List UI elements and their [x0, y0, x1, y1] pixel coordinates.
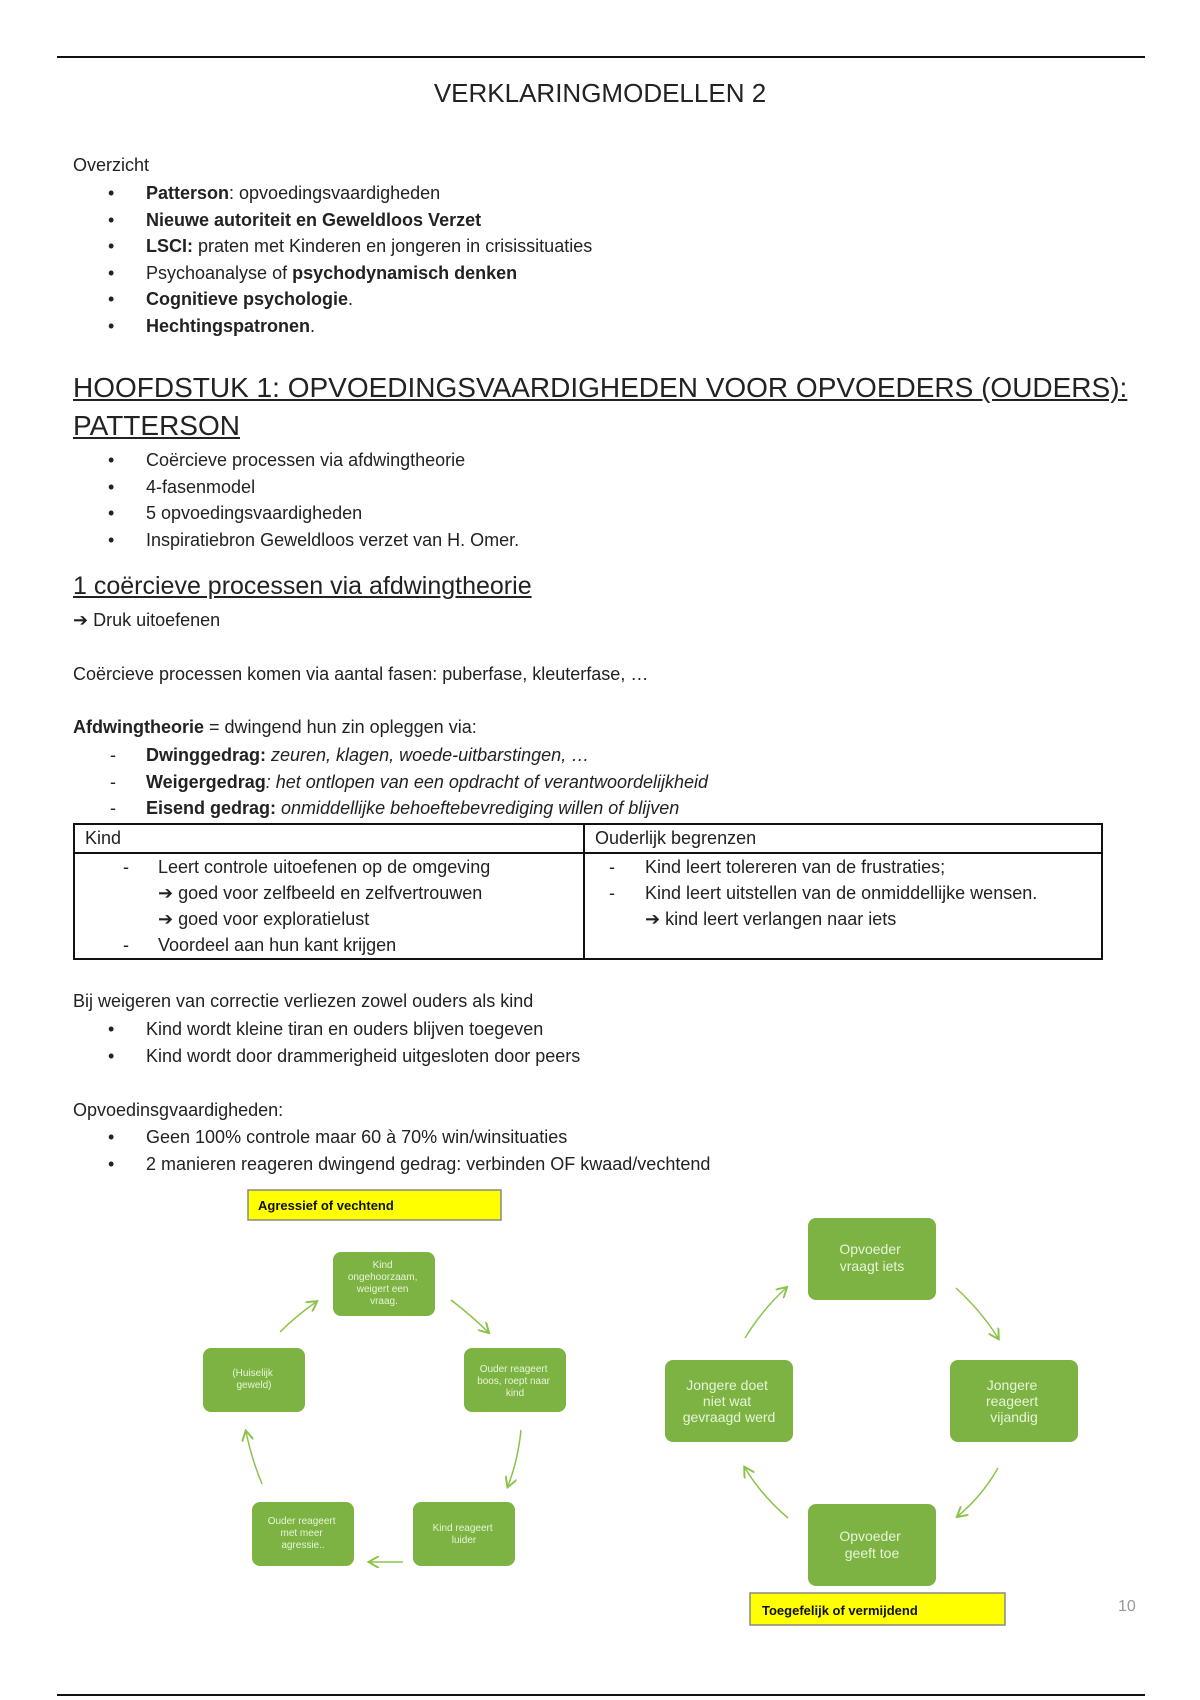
node-left-4	[252, 1502, 354, 1566]
node-right-1	[808, 1218, 936, 1300]
page-number: 10	[1118, 1598, 1136, 1615]
cell-line: ➔ goed voor exploratielust	[158, 909, 370, 929]
svg-text:(Huiselijk geweld): (Huiselijk geweld)	[232, 1368, 273, 1391]
list-item: • Cognitieve psychologie.	[73, 286, 1073, 313]
node-right-4	[665, 1360, 793, 1442]
list-item: • Coërcieve processen via afdwingtheorie	[73, 447, 1073, 474]
skills-label: Opvoedinsgvaardigheden:	[73, 1100, 284, 1120]
afdwing-text: Afdwingtheorie = dwingend hun zin opleggen via:	[73, 717, 477, 737]
list-item: • Geen 100% controle maar 60 à 70% win/winsituaties	[73, 1124, 1073, 1151]
dash: -	[123, 857, 129, 877]
list-item: • Kind wordt door drammerigheid uitgesloten door peers	[73, 1043, 1073, 1070]
list-item: - Weigergedrag: het ontlopen van een opdracht of verantwoordelijkheid	[73, 769, 1073, 796]
cell-line: Kind leert uitstellen van de onmiddellijke wensen.	[645, 883, 1038, 903]
cell-line: ➔ goed voor zelfbeeld en zelfvertrouwen	[158, 883, 483, 903]
dash: -	[123, 935, 129, 955]
refusal-intro: Bij weigeren van correctie verliezen zowel ouders als kind	[73, 991, 534, 1011]
node-left-3	[413, 1502, 515, 1566]
list-item: • Nieuwe autoriteit en Geweldloos Verzet	[73, 207, 1073, 234]
list-item: • 2 manieren reageren dwingend gedrag: verbinden OF kwaad/vechtend	[73, 1151, 1073, 1178]
node-left-5	[203, 1348, 305, 1412]
dash: -	[609, 883, 615, 903]
dash: -	[609, 857, 615, 877]
list-item: • LSCI: praten met Kinderen en jongeren in crisissituaties	[73, 233, 1073, 260]
svg-text:Jongere doet niet wat: Jongere doet niet wat gevraagd werd	[682, 1377, 776, 1425]
cell-line: Kind leert tolereren van de frustraties;	[645, 857, 946, 877]
page-title: VERKLARINGMODELLEN 2	[433, 78, 767, 108]
svg-text:Ouder reageert boos, roe: Ouder reageert boos, roept naar kind	[477, 1364, 551, 1399]
svg-text:Ouder reageert met meer: Ouder reageert met meer agressie..	[267, 1516, 336, 1551]
list-item: • Hechtingspatronen.	[73, 313, 1073, 340]
list-item: • Psychoanalyse of psychodynamisch denken	[73, 260, 1073, 287]
table-header-kind: Kind	[74, 824, 584, 853]
cell-line: Leert controle uitoefenen op de omgeving	[158, 857, 491, 877]
label-left: Agressief of vechtend	[258, 1198, 394, 1213]
svg-text:Opvoeder vraagt iets: Opvoeder vraagt iets	[839, 1241, 905, 1274]
label-right: Toegefelijk of vermijdend	[762, 1603, 918, 1618]
overview-label: Overzicht	[73, 155, 150, 175]
list-item: • Patterson: opvoedingsvaardigheden	[73, 180, 1073, 207]
node-left-1	[333, 1252, 435, 1316]
table-header-ouderlijk: Ouderlijk begrenzen	[584, 824, 1102, 853]
svg-text:Kind ongehoorzaam,: Kind ongehoorzaam, weigert een vraag.	[347, 1260, 418, 1307]
cell-line: Voordeel aan hun kant krijgen	[158, 935, 397, 955]
list-item: • 5 opvoedingsvaardigheden	[73, 500, 1073, 527]
svg-text:Kind reageert luider: Kind reageert luider	[432, 1523, 493, 1546]
section-heading: 1 coërcieve processen via afdwingtheorie	[73, 572, 532, 600]
bottom-rule	[57, 1694, 1145, 1696]
list-item: • 4-fasenmodel	[73, 474, 1073, 501]
list-item: - Dwinggedrag: zeuren, klagen, woede-uitbarstingen, …	[73, 742, 1073, 769]
node-left-2	[464, 1348, 566, 1412]
list-item: • Kind wordt kleine tiran en ouders blijven toegeven	[73, 1016, 1073, 1043]
cell-line: ➔ kind leert verlangen naar iets	[645, 909, 897, 929]
node-right-3	[808, 1504, 936, 1586]
chapter-heading: HOOFDSTUK 1: OPVOEDINGSVAARDIGHEDEN VOOR OPVOEDERS (OUDERS): PATTERSON	[73, 372, 1128, 441]
list-item: • Inspiratiebron Geweldloos verzet van H. Omer.	[73, 527, 1073, 554]
svg-text:Opvoeder geeft toe: Opvoeder geeft toe	[839, 1528, 901, 1561]
phases-text: Coërcieve processen komen via aantal fasen: puberfase, kleuterfase, …	[73, 664, 649, 684]
list-item: - Eisend gedrag: onmiddellijke behoeftebevrediging willen of blijven	[73, 795, 1073, 822]
node-right-2	[950, 1360, 1078, 1442]
arrow-line: ➔ Druk uitoefenen	[73, 610, 221, 630]
svg-text:Jongere reageert v: Jongere reageert vijandig	[985, 1377, 1039, 1425]
